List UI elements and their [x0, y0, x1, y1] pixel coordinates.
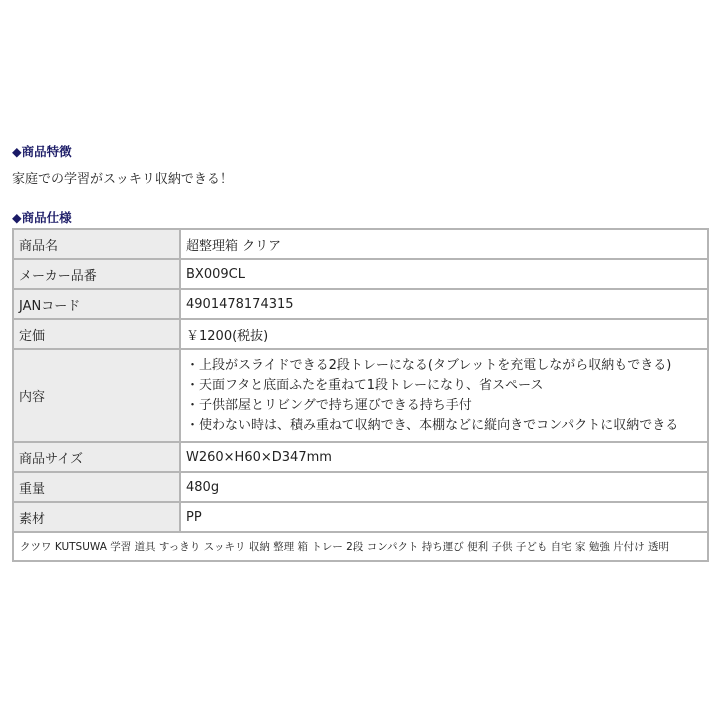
- spec-row-jan-code: [13, 289, 708, 319]
- spec-label: 商品名: [13, 229, 180, 259]
- features-heading: ◆商品特徴: [12, 144, 72, 159]
- spec-row-price: [13, 319, 708, 349]
- spec-label: 商品サイズ: [13, 442, 180, 472]
- spec-row-material: [13, 502, 708, 532]
- spec-label: 定価: [13, 319, 180, 349]
- spec-row-keywords: [13, 532, 708, 561]
- spec-value: W260×H60×D347mm: [180, 442, 708, 472]
- spec-value: 超整理箱 クリア: [180, 229, 708, 259]
- spec-value: 480g: [180, 472, 708, 502]
- spec-label: JANコード: [13, 289, 180, 319]
- spec-value: BX009CL: [180, 259, 708, 289]
- spec-row-size: [13, 442, 708, 472]
- spec-row-maker-number: [13, 259, 708, 289]
- contents-line: ・使わない時は、積み重ねて収納でき、本棚などに縦向きでコンパクトに収納できる: [186, 417, 679, 433]
- keywords-text: クツワ KUTSUWA 学習 道具 すっきり スッキリ 収納 整理 箱 トレー 2段 コンパクト 持ち運び 便利 子供 子ども 自宅 家 勉強 片付け 透明: [13, 532, 708, 561]
- spec-contents-list: [180, 349, 708, 442]
- contents-line: ・上段がスライドできる2段トレーになる(タブレットを充電しながら収納もできる): [186, 357, 672, 373]
- spec-value: ￥1200(税抜): [180, 319, 708, 349]
- spec-label: メーカー品番: [13, 259, 180, 289]
- features-text: 家庭での学習がスッキリ収納できる！: [12, 172, 233, 187]
- spec-label: 素材: [13, 502, 180, 532]
- specs-heading: ◆商品仕様: [12, 210, 72, 225]
- contents-line: ・天面フタと底面ふたを重ねて1段トレーになり、省スペース: [186, 377, 544, 393]
- contents-line: ・子供部屋とリビングで持ち運びできる持ち手付: [186, 397, 472, 413]
- spec-row-weight: [13, 472, 708, 502]
- spec-table: [12, 228, 709, 562]
- spec-row-contents: [13, 349, 708, 442]
- spec-value: 4901478174315: [180, 289, 708, 319]
- spec-label: 内容: [13, 349, 180, 442]
- spec-value: PP: [180, 502, 708, 532]
- spec-row-product-name: [13, 229, 708, 259]
- spec-label: 重量: [13, 472, 180, 502]
